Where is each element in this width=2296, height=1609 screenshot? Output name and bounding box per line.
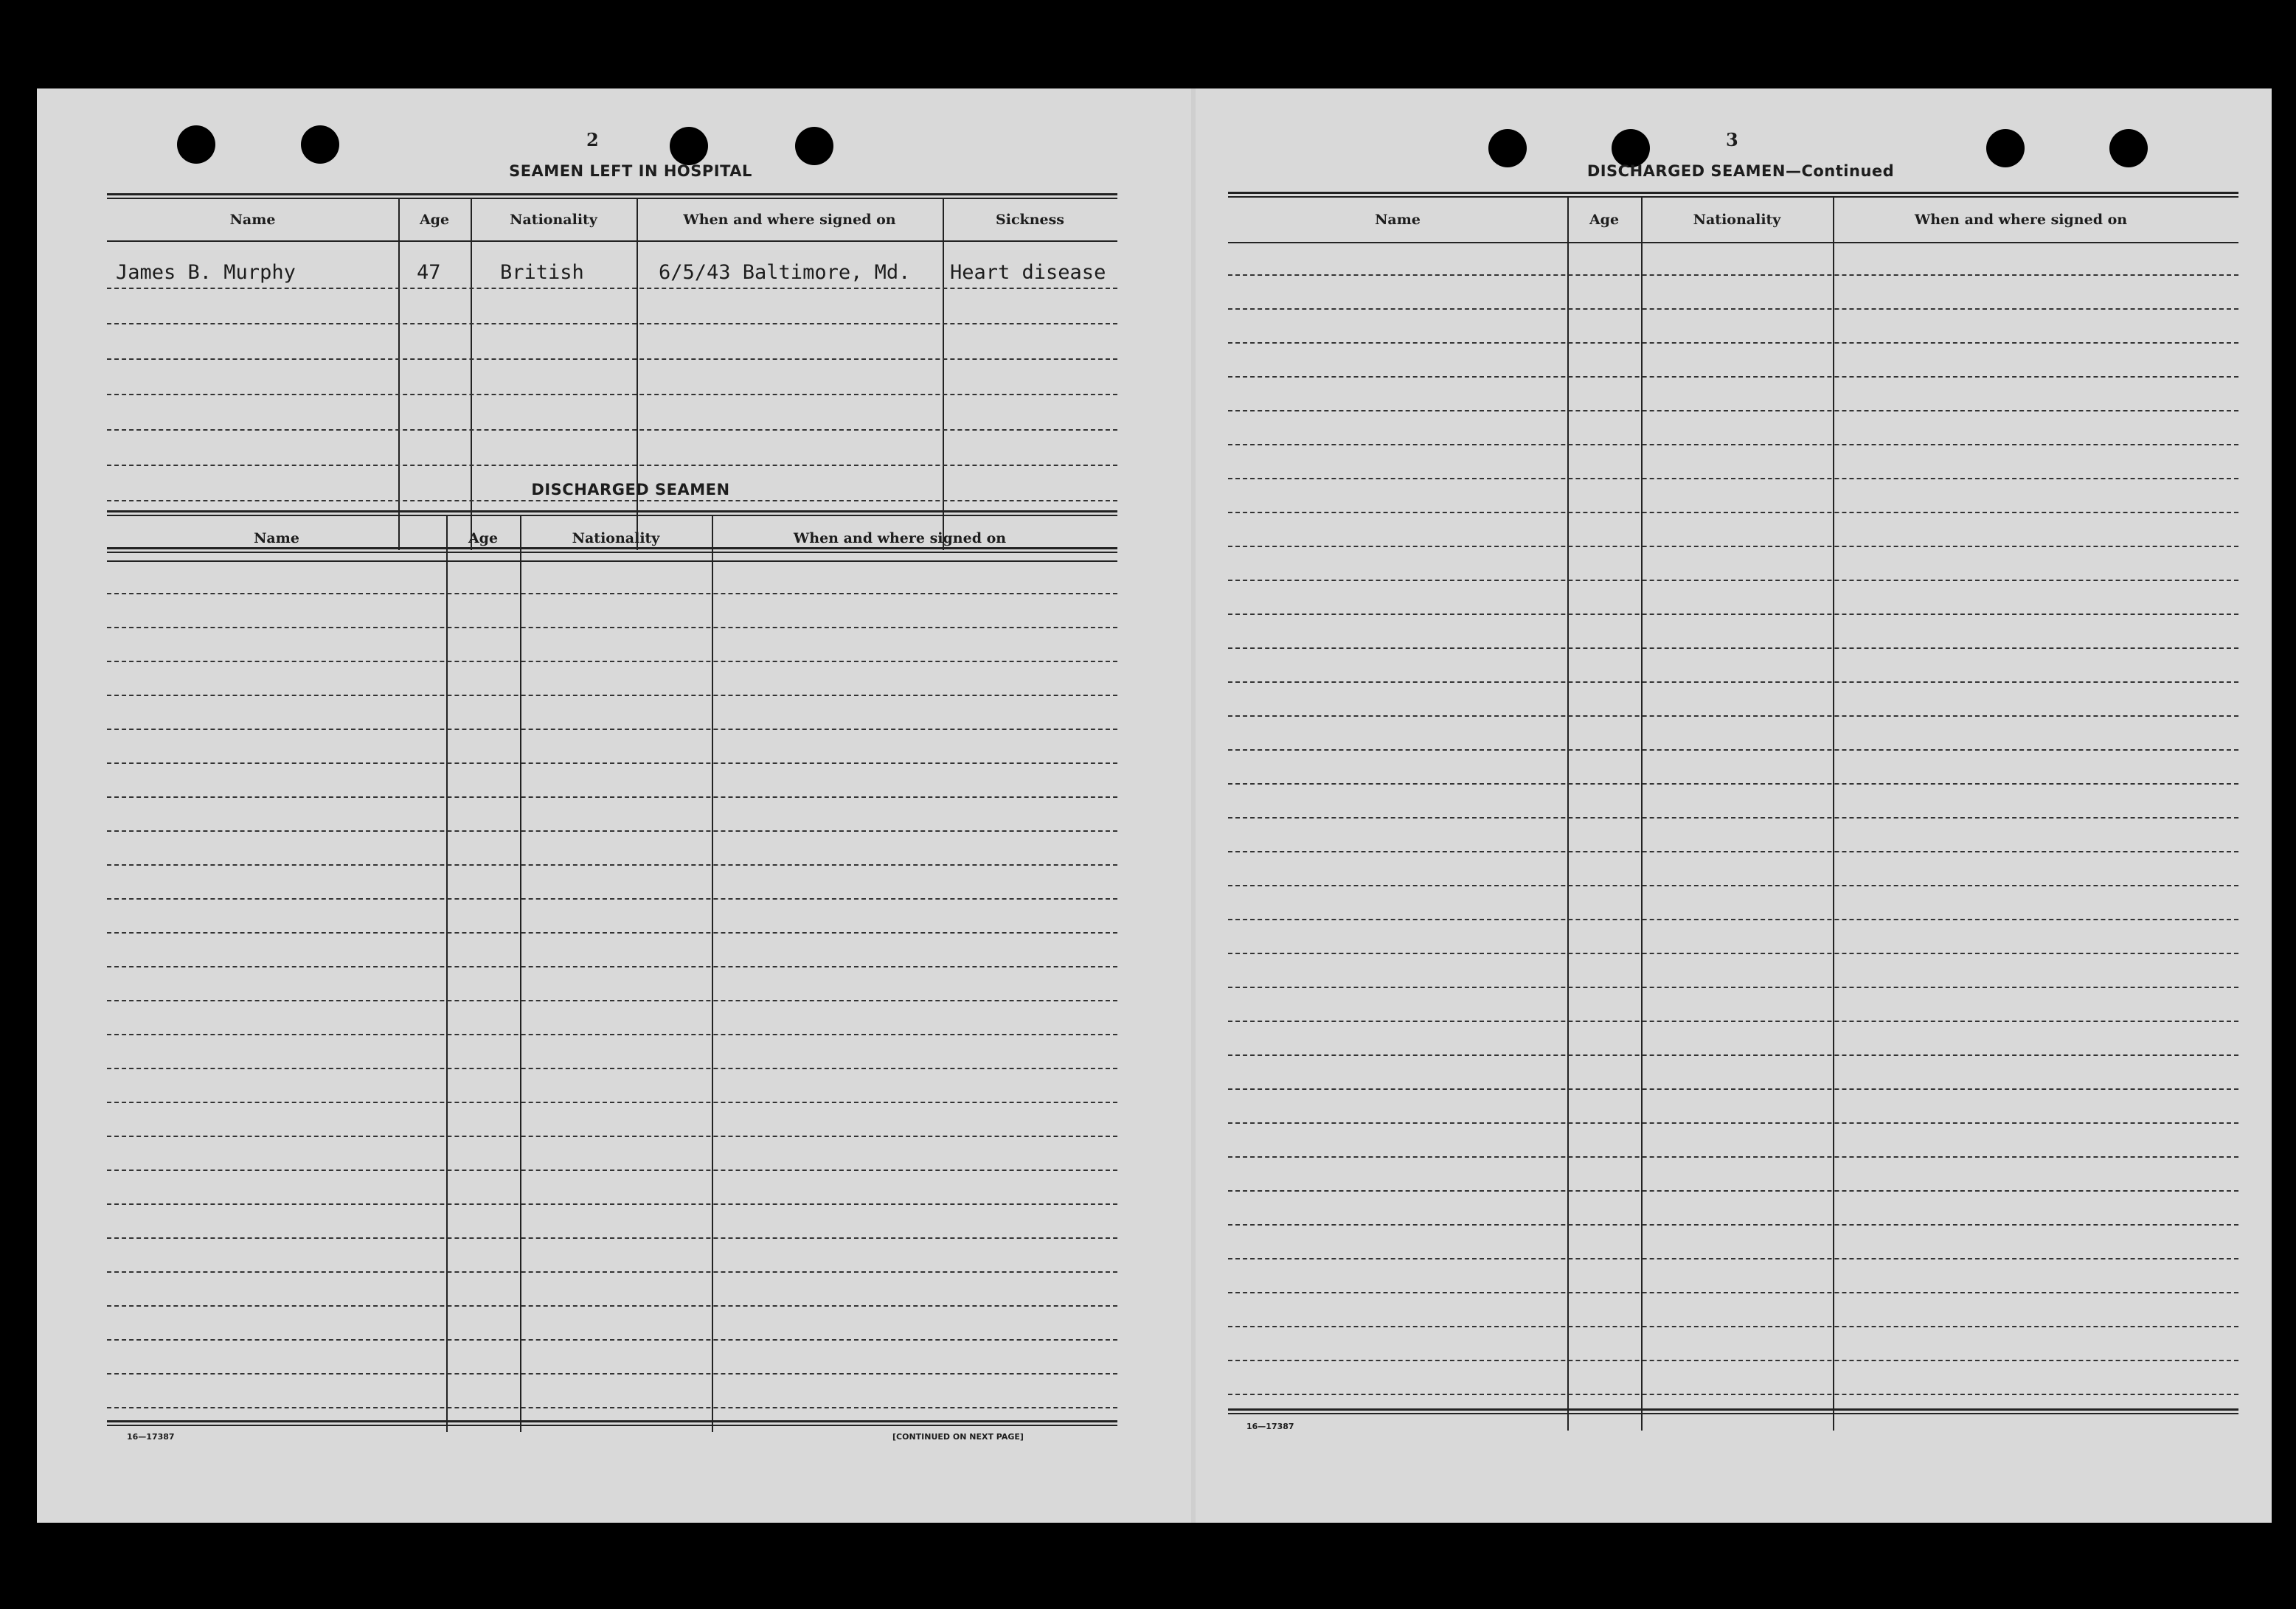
page-number-right: 3: [1726, 129, 1738, 150]
punch-hole: [2109, 129, 2148, 167]
punch-hole: [670, 127, 708, 165]
ruled-line: [1228, 478, 2238, 479]
header-when-where: When and where signed on: [1914, 212, 2128, 228]
header-name: Name: [229, 212, 276, 228]
hospital-row-age: 47: [417, 261, 441, 284]
ruled-line: [1228, 410, 2238, 411]
discharged-title-right: DISCHARGED SEAMEN: [1586, 162, 1786, 180]
ruled-line: [107, 1203, 1117, 1205]
ruled-line: [1228, 851, 2238, 852]
ruled-line: [1228, 647, 2238, 649]
bottom-rule-left: [107, 1420, 1117, 1426]
ruled-line: [1228, 885, 2238, 886]
hospital-header-row: [107, 199, 1117, 242]
page-fold: [1191, 88, 1196, 1523]
ruled-line: [107, 932, 1117, 934]
ruled-line: [1228, 1292, 2238, 1293]
ruled-line: [107, 1102, 1117, 1103]
ruled-line: [107, 1407, 1117, 1408]
ruled-line: [1228, 1156, 2238, 1158]
discharged-table-right: [1228, 192, 2238, 1431]
hospital-table: [107, 193, 1117, 553]
discharged-section-title-left: DISCHARGED SEAMEN: [531, 481, 730, 498]
form-number-left: 16—17387: [127, 1432, 175, 1442]
ruled-line: [107, 1068, 1117, 1069]
punch-hole: [301, 125, 339, 164]
ruled-line: [107, 1170, 1117, 1171]
ruled-line: [107, 1339, 1117, 1341]
ruled-line: [107, 898, 1117, 900]
ruled-line: [107, 830, 1117, 832]
page-number-left: 2: [586, 129, 599, 150]
discharged-header-row-left: [107, 516, 1117, 562]
ruled-line: [1228, 1088, 2238, 1090]
header-name: Name: [254, 530, 299, 546]
header-nationality: Nationality: [572, 530, 660, 546]
ruled-line: [1228, 580, 2238, 581]
ruled-line: [1228, 1258, 2238, 1259]
ruled-line: [107, 762, 1117, 764]
ruled-line: [1228, 715, 2238, 717]
header-nationality: Nationality: [510, 212, 597, 228]
ruled-line: [107, 627, 1117, 628]
ruled-line: [107, 1136, 1117, 1137]
ruled-line: [107, 1373, 1117, 1375]
ruled-line: [107, 695, 1117, 696]
header-age: Age: [419, 212, 450, 228]
header-nationality: Nationality: [1693, 212, 1781, 228]
header-when-where: When and where signed on: [683, 212, 896, 228]
ruled-line: [1228, 342, 2238, 344]
form-number-right: 16—17387: [1246, 1422, 1294, 1431]
ruled-line: [107, 661, 1117, 662]
discharged-table-left: [107, 510, 1117, 1432]
hospital-row-signed-on: 6/5/43 Baltimore, Md.: [659, 261, 911, 284]
hospital-section-title: SEAMEN LEFT IN HOSPITAL: [509, 162, 752, 180]
ruled-line: [1228, 1122, 2238, 1124]
ruled-line: [107, 1305, 1117, 1307]
ruled-line: [107, 864, 1117, 866]
continued-suffix: —Continued: [1785, 162, 1895, 180]
ruled-line: [1228, 1190, 2238, 1192]
ruled-line: [1228, 444, 2238, 445]
punch-hole: [795, 127, 833, 165]
punch-hole: [1986, 129, 2025, 167]
ruled-line: [1228, 681, 2238, 683]
header-age: Age: [468, 530, 499, 546]
ruled-line: [107, 1271, 1117, 1273]
ruled-line: [107, 1237, 1117, 1239]
header-sickness: Sickness: [996, 212, 1064, 228]
discharged-continued-title: [1512, 162, 1969, 180]
ruled-line: [1228, 1394, 2238, 1395]
ruled-line: [1228, 1360, 2238, 1361]
header-age: Age: [1589, 212, 1620, 228]
ruled-line: [107, 1034, 1117, 1035]
hospital-row-nationality: British: [500, 261, 584, 284]
ruled-line: [1228, 987, 2238, 988]
bottom-rule-right: [1228, 1408, 2238, 1414]
discharged-header-row-right: [1228, 198, 2238, 243]
ruled-line: [1228, 614, 2238, 615]
ruled-line: [1228, 817, 2238, 819]
ruled-line: [1228, 1021, 2238, 1022]
header-when-where: When and where signed on: [793, 530, 1007, 546]
ruled-line: [1228, 512, 2238, 513]
ruled-line: [1228, 376, 2238, 378]
ruled-line: [107, 729, 1117, 730]
hospital-row-name: James B. Murphy: [116, 261, 296, 284]
ruled-line: [1228, 749, 2238, 751]
continued-note: [CONTINUED ON NEXT PAGE]: [892, 1432, 1024, 1442]
ruled-line: [1228, 1054, 2238, 1056]
ruled-line: [107, 796, 1117, 798]
document-sheet: [37, 88, 2272, 1523]
ruled-line: [107, 593, 1117, 594]
header-name: Name: [1375, 212, 1421, 228]
ruled-line: [1228, 308, 2238, 310]
ruled-line: [1228, 274, 2238, 276]
ruled-line: [1228, 919, 2238, 920]
hospital-row-sickness: Heart disease: [950, 261, 1106, 284]
ruled-line: [1228, 1326, 2238, 1327]
punch-hole: [177, 125, 215, 164]
ruled-line: [1228, 953, 2238, 954]
ruled-line: [107, 966, 1117, 967]
ruled-line: [1228, 1224, 2238, 1226]
ruled-line: [1228, 546, 2238, 547]
ruled-line: [1228, 783, 2238, 785]
ruled-line: [107, 1000, 1117, 1001]
